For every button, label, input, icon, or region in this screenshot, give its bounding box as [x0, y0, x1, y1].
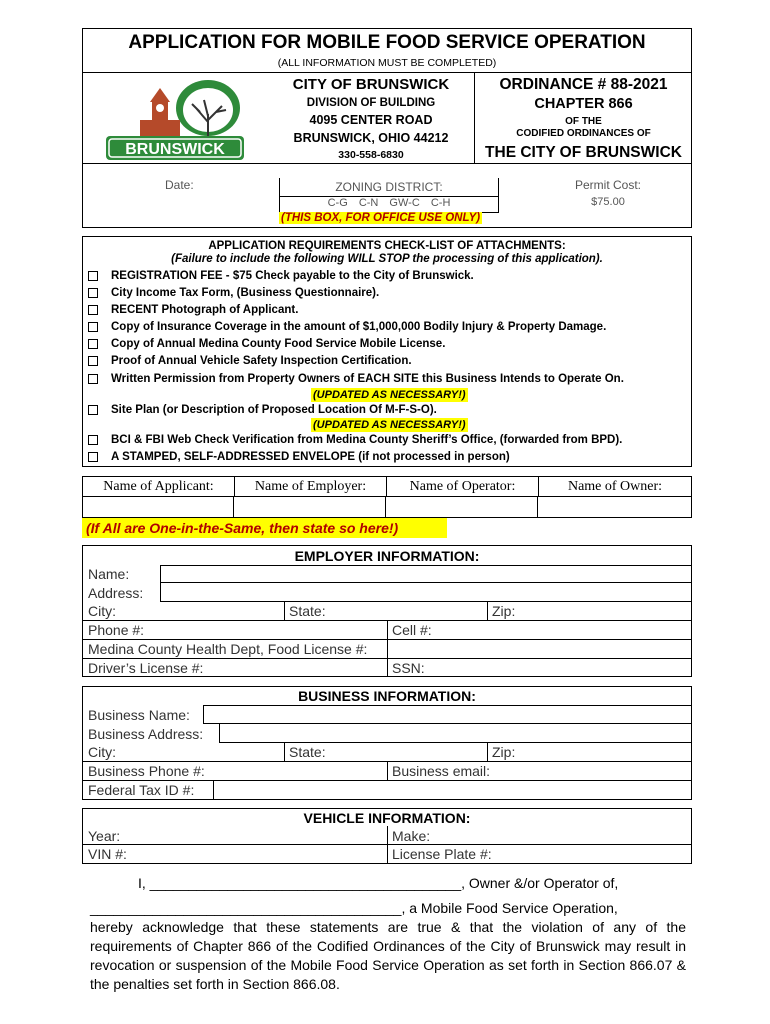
business-phone-label: Business Phone #:	[88, 763, 205, 779]
office-only-note: (THIS BOX, FOR OFFICE USE ONLY)	[281, 212, 481, 224]
zoning-options: C-G C-N GW-C C-H	[280, 196, 498, 209]
page-subtitle: (ALL INFORMATION MUST BE COMPLETED)	[82, 56, 692, 72]
checklist-item: REGISTRATION FEE - $75 Check payable to the City of Brunswick.	[111, 270, 474, 282]
checkbox[interactable]	[88, 305, 98, 315]
employer-city-label: City:	[88, 603, 116, 619]
checklist-item: Site Plan (or Description of Proposed Location Of M-F-S-O).	[111, 404, 437, 416]
names-table	[82, 476, 692, 518]
zoning-label: ZONING DISTRICT:	[335, 180, 443, 194]
license-plate-label: License Plate #:	[392, 846, 492, 862]
drivers-license-label: Driver’s License #:	[88, 660, 204, 676]
checkbox[interactable]	[88, 374, 98, 384]
city-logo	[100, 80, 250, 162]
checklist-title: APPLICATION REQUIREMENTS CHECK-LIST OF ATTACHMENTS:	[208, 240, 566, 252]
permit-value: $75.00	[591, 196, 625, 208]
logo-text: BRUNSWICK	[125, 141, 225, 158]
business-state-label: State:	[289, 744, 326, 760]
employer-name-header: Name of Employer:	[235, 477, 387, 497]
divider	[487, 743, 488, 761]
divider	[213, 780, 214, 800]
checklist-item: BCI & FBI Web Check Verification from Medina County Sheriff’s Office, (forwarded from BPD).	[111, 434, 623, 446]
divider	[82, 780, 692, 781]
checklist-item: Copy of Insurance Coverage in the amount of $1,000,000 Bodily Injury & Property Damage.	[111, 321, 607, 333]
vehicle-year-label: Year:	[88, 828, 121, 844]
employer-heading: EMPLOYER INFORMATION:	[294, 548, 480, 564]
business-zip-label: Zip:	[492, 744, 516, 760]
divider	[487, 602, 488, 620]
employer-phone-label: Phone #:	[88, 622, 145, 638]
checklist-subtitle: (Failure to include the following WILL STOP the processing of this application).	[171, 253, 603, 265]
checkbox[interactable]	[88, 356, 98, 366]
permit-cost-box	[523, 178, 693, 208]
ordinance-codified: CODIFIED ORDINANCES OF	[516, 128, 651, 139]
office-use-box	[82, 164, 692, 228]
declaration	[90, 874, 686, 994]
checklist-item: A STAMPED, SELF-ADDRESSED ENVELOPE (if not processed in person)	[111, 451, 510, 463]
business-address-label: Business Address:	[88, 726, 204, 742]
declaration-line-2: ________________________________________, a Mobile Food Service Operation,	[90, 900, 618, 916]
business-address-input[interactable]	[219, 724, 692, 743]
declaration-body: hereby acknowledge that these statements are true & that the violation of any of the requirements of Chapter 866 of the Codified Ordinances of the City of Brunswick may result in revocation or suspension of the Mobile Food Service Operation as set forth in Section 866.07 & the penalties set forth in Section 866.08.	[90, 919, 686, 992]
checkbox[interactable]	[88, 435, 98, 445]
business-heading: BUSINESS INFORMATION:	[298, 688, 476, 704]
health-license-label: Medina County Health Dept, Food License #:	[88, 641, 368, 657]
ordinance-city: THE CITY OF BRUNSWICK	[485, 144, 682, 161]
ordinance-block	[474, 72, 692, 164]
business-name-label: Business Name:	[88, 707, 190, 723]
divider	[385, 496, 386, 518]
declaration-line-1: I, ________________________________________, Owner &/or Operator of,	[138, 875, 619, 891]
checklist-box	[82, 236, 692, 467]
divider	[387, 761, 388, 780]
checkbox[interactable]	[88, 339, 98, 349]
divider	[387, 639, 388, 677]
vehicle-make-label: Make:	[392, 828, 431, 844]
checklist-item: City Income Tax Form, (Business Questionnaire).	[111, 287, 380, 299]
updated-note: (UPDATED AS NECESSARY!)	[313, 419, 466, 431]
checkbox[interactable]	[88, 271, 98, 281]
city-division: DIVISION OF BUILDING	[306, 97, 436, 109]
employer-cell-label: Cell #:	[392, 622, 432, 638]
employer-address-label: Address:	[88, 585, 144, 601]
operator-name-header: Name of Operator:	[387, 477, 539, 497]
employer-name-label: Name:	[88, 566, 130, 582]
city-street: 4095 CENTER ROAD	[309, 113, 433, 127]
city-name: CITY OF BRUNSWICK	[292, 76, 450, 93]
checklist-item: RECENT Photograph of Applicant.	[111, 304, 299, 316]
checklist-item: Written Permission from Property Owners of EACH SITE this Business Intends to Operate On.	[111, 373, 624, 385]
city-address-block	[276, 72, 466, 164]
date-field-label: Date:	[165, 178, 194, 192]
ordinance-chapter: CHAPTER 866	[534, 96, 633, 112]
divider	[537, 496, 538, 518]
owner-name-header: Name of Owner:	[539, 477, 691, 497]
ssn-label: SSN:	[392, 660, 425, 676]
permit-label: Permit Cost:	[574, 178, 641, 192]
ordinance-of-the: OF THE	[565, 116, 602, 127]
employer-zip-label: Zip:	[492, 603, 516, 619]
checkbox[interactable]	[88, 288, 98, 298]
same-person-note: (If All are One-in-the-Same, then state so here!)	[82, 518, 447, 538]
city-town: BRUNSWICK, OHIO 44212	[293, 131, 449, 145]
divider	[387, 826, 388, 864]
checkbox[interactable]	[88, 405, 98, 415]
vin-label: VIN #:	[88, 846, 127, 862]
city-phone: 330-558-6830	[338, 149, 404, 161]
employer-address-input[interactable]	[160, 583, 692, 602]
ordinance-number: ORDINANCE # 88-2021	[499, 76, 668, 93]
checklist-item: Proof of Annual Vehicle Safety Inspection Certification.	[111, 355, 412, 367]
zoning-district-box	[279, 178, 499, 213]
employer-state-label: State:	[289, 603, 326, 619]
business-city-label: City:	[88, 744, 116, 760]
divider	[387, 620, 388, 639]
federal-tax-label: Federal Tax ID #:	[88, 782, 195, 798]
applicant-name-header: Name of Applicant:	[83, 477, 235, 497]
divider	[233, 496, 234, 518]
checkbox[interactable]	[88, 452, 98, 462]
page-title: APPLICATION FOR MOBILE FOOD SERVICE OPERATION	[82, 28, 692, 56]
vehicle-heading: VEHICLE INFORMATION:	[303, 810, 471, 826]
divider	[284, 602, 285, 620]
business-email-label: Business email:	[392, 763, 491, 779]
employer-name-input[interactable]	[160, 565, 692, 583]
business-name-input[interactable]	[203, 705, 692, 724]
divider	[284, 743, 285, 761]
updated-note: (UPDATED AS NECESSARY!)	[313, 389, 466, 401]
checkbox[interactable]	[88, 322, 98, 332]
checklist-item: Copy of Annual Medina County Food Service Mobile License.	[111, 338, 446, 350]
